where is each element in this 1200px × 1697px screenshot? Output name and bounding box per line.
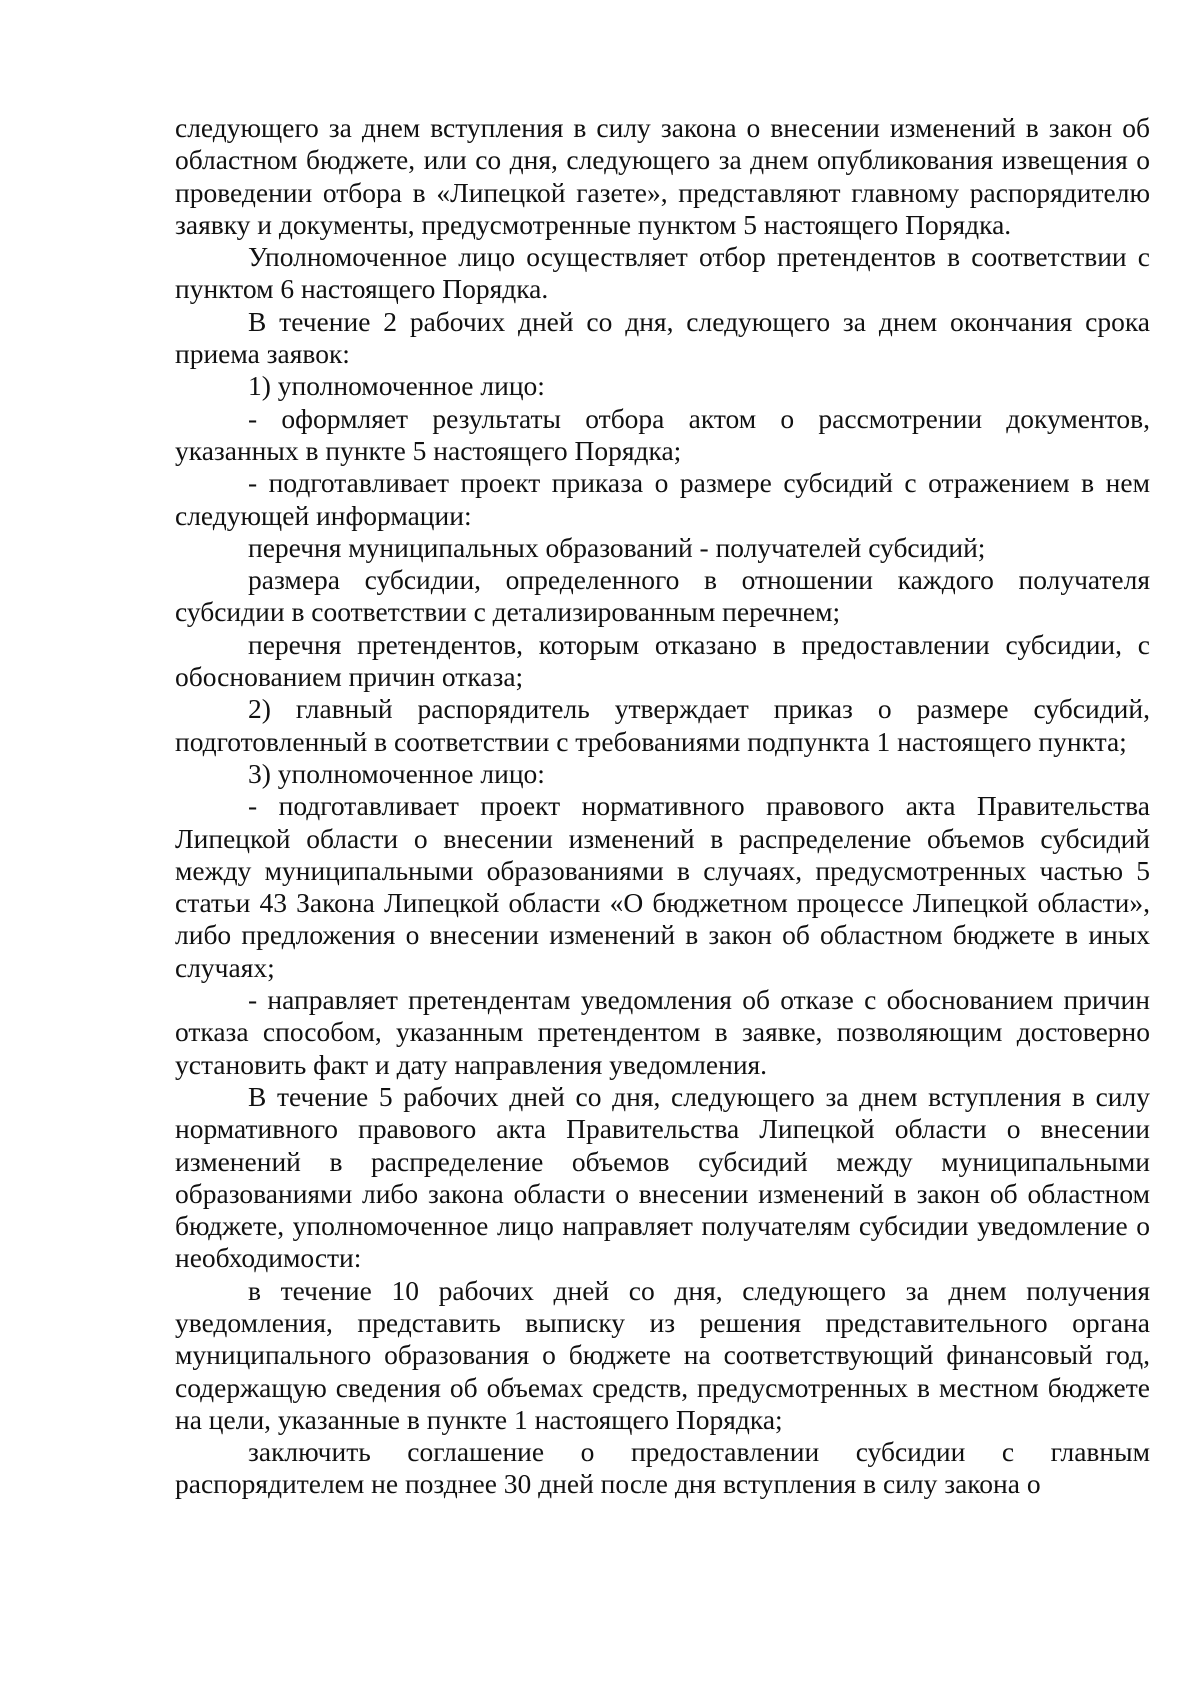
list-subitem-act: - оформляет результаты отбора актом о рассмотрении документов, указанных в пункте 5 настоящего Порядка; — [175, 402, 1150, 466]
paragraph-ten-days: в течение 10 рабочих дней со дня, следующего за днем получения уведомления, представить выписку из решения представительного органа муниципального образования о бюджете на соответствующий финансовый год, содержащую сведения об объемах средств, предусмотренных в местном бюджете на цели, указанные в пункте 1 настоящего Порядка; — [175, 1274, 1150, 1435]
document-body — [175, 112, 1150, 1501]
paragraph-deadline: В течение 2 рабочих дней со дня, следующего за днем окончания срока приема заявок: — [175, 305, 1150, 370]
list-subitem-municipalities: перечня муниципальных образований - получателей субсидий; — [248, 531, 986, 563]
paragraph-selection: Уполномоченное лицо осуществляет отбор претендентов в соответствии с пунктом 6 настоящего Порядка. — [175, 241, 1150, 305]
list-item-1: 1) уполномоченное лицо: — [248, 370, 545, 402]
list-subitem-amount: размера субсидии, определенного в отношении каждого получателя субсидии в соответствии с детализированным перечнем; — [175, 564, 1150, 628]
paragraph-continuation: следующего за днем вступления в силу закона о внесении изменений в закон об областном бюджете, или со дня, следующего за днем опубликования извещения о проведении отбора в «Липецкой газете», представляют главному распорядителю заявку и документы, предусмотренные пунктом 5 настоящего Порядка. — [175, 112, 1150, 240]
list-item-3: 3) уполномоченное лицо: — [248, 757, 545, 789]
paragraph-five-days: В течение 5 рабочих дней со дня, следующего за днем вступления в силу нормативного правового акта Правительства Липецкой области о внесении изменений в распределение объемов субсидий между муниципальными образованиями либо закона области о внесении изменений в закон об областном бюджете, уполномоченное лицо направляет получателям субсидии уведомление о необходимости: — [175, 1080, 1150, 1274]
list-subitem-refused: перечня претендентов, которым отказано в предоставлении субсидии, с обоснованием причин отказа; — [175, 628, 1150, 693]
list-subitem-legal-act: - подготавливает проект нормативного правового акта Правительства Липецкой области о внесении изменений в распределение объемов субсидий между муниципальными образованиями в случаях, предусмотренных частью 5 статьи 43 Закона Липецкой области «О бюджетном процессе Липецкой области», либо предложения о внесении изменений в закон об областном бюджете в иных случаях; — [175, 790, 1150, 983]
paragraph-agreement: заключить соглашение о предоставлении субсидии с главным распорядителем не позднее 30 дней после дня вступления в силу закона о — [175, 1436, 1150, 1500]
list-subitem-order-draft: - подготавливает проект приказа о размере субсидий с отражением в нем следующей информации: — [175, 467, 1150, 531]
list-item-2: 2) главный распорядитель утверждает приказ о размере субсидий, подготовленный в соответствии с требованиями подпункта 1 настоящего пункта; — [175, 693, 1150, 757]
list-subitem-notification: - направляет претендентам уведомления об отказе с обоснованием причин отказа способом, указанным претендентом в заявке, позволяющим достоверно установить факт и дату направления уведомления. — [175, 984, 1150, 1080]
